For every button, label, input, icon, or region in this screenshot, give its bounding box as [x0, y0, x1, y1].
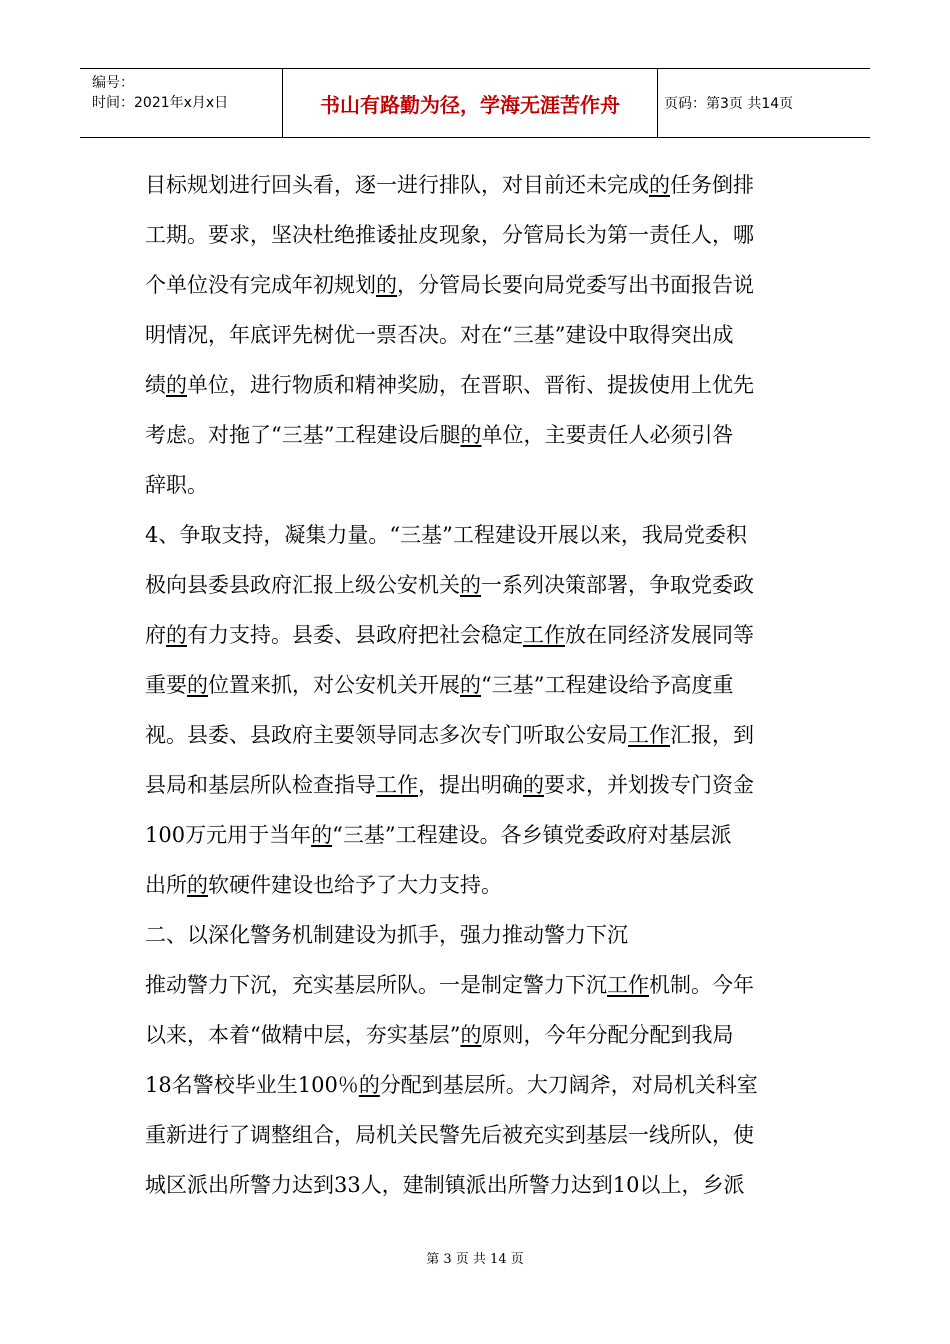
text-line: [145, 360, 805, 410]
page-footer: 第 3 页 共 14 页: [426, 1252, 524, 1267]
underlined-segment: 的: [460, 573, 481, 597]
text-segment: 一系列决策部署，争取党委政: [481, 573, 754, 597]
text-segment: 明情况，年底评先树优一票否决。对在“三基”建设中取得突出成: [145, 323, 734, 347]
text-segment: 单位，进行物质和精神奖励，在晋职、晋衔、提拔使用上优先: [187, 373, 754, 397]
text-line: [145, 810, 805, 860]
text-segment: 目标规划进行回头看，逐一进行排队，对目前还未完成: [145, 173, 649, 197]
text-line: [145, 860, 805, 910]
text-line: [145, 310, 805, 360]
underlined-segment: 的: [523, 773, 544, 797]
underlined-segment: 工作: [607, 973, 649, 997]
text-segment: 辞职。: [145, 473, 208, 497]
page-label: 页码：第3页 共14页: [664, 96, 794, 112]
text-segment: “三基”工程建设给予高度重: [481, 673, 734, 697]
text-segment: 机制。今年: [649, 973, 754, 997]
text-segment: 单位，主要责任人必须引咎: [481, 423, 734, 447]
text-segment: 工期。要求，坚决杜绝推诿扯皮现象，分管局长为第一责任人，哪: [145, 223, 754, 247]
text-line: [145, 260, 805, 310]
text-segment: 县局和基层所队检查指导: [145, 773, 376, 797]
text-segment: “三基”工程建设。各乡镇党委政府对基层派: [332, 823, 732, 847]
text-line: [145, 660, 805, 710]
text-segment: 考虑。对拖了“三基”工程建设后腿: [145, 423, 461, 447]
underlined-segment: 的: [376, 273, 397, 297]
text-line: [145, 560, 805, 610]
text-segment: ，分管局长要向局党委写出书面报告说: [397, 273, 754, 297]
underlined-segment: 的: [460, 673, 481, 697]
text-segment: 视。县委、县政府主要领导同志多次专门听取公安局: [145, 723, 628, 747]
text-line: [145, 960, 805, 1010]
text-line: [145, 910, 805, 960]
text-line: [145, 410, 805, 460]
underlined-segment: 的: [311, 823, 333, 847]
underlined-segment: 的: [358, 1073, 380, 1097]
underlined-segment: 的: [460, 423, 482, 447]
text-segment: 推动警力下沉，充实基层所队。一是制定警力下沉: [145, 973, 607, 997]
text-segment: 原则，今年分配分配到我局: [481, 1023, 734, 1047]
text-segment: 府: [145, 623, 166, 647]
text-segment: 重要: [145, 673, 187, 697]
text-line: [145, 610, 805, 660]
header-meta: [80, 69, 283, 137]
text-line: [145, 760, 805, 810]
text-segment: 以来，本着“做精中层，夯实基层”: [145, 1023, 461, 1047]
text-segment: 城区派出所警力达到33人，建制镇派出所警力达到10以上，乡派: [145, 1173, 745, 1197]
underlined-segment: 的: [187, 873, 208, 897]
text-line: [145, 1010, 805, 1060]
text-segment: 软硬件建设也给予了大力支持。: [208, 873, 502, 897]
underlined-segment: 的: [166, 623, 187, 647]
document-body: [145, 160, 805, 1210]
underlined-segment: 的: [460, 1023, 482, 1047]
text-segment: 出所: [145, 873, 187, 897]
underlined-segment: 工作: [523, 623, 565, 647]
text-segment: 要求，并划拨专门资金: [544, 773, 754, 797]
underlined-segment: 工作: [376, 773, 418, 797]
underlined-segment: 的: [166, 373, 187, 397]
underlined-segment: 的: [649, 173, 670, 197]
text-line: [145, 160, 805, 210]
text-segment: 极向县委县政府汇报上级公安机关: [145, 573, 460, 597]
text-line: [145, 210, 805, 260]
text-line: [145, 1110, 805, 1160]
underlined-segment: 的: [187, 673, 208, 697]
text-segment: 位置来抓，对公安机关开展: [208, 673, 460, 697]
text-segment: 汇报，到: [670, 723, 754, 747]
text-segment: 18名警校毕业生100％: [145, 1073, 359, 1097]
text-segment: 个单位没有完成年初规划: [145, 273, 376, 297]
text-segment: 任务倒排: [670, 173, 754, 197]
text-line: [145, 1060, 805, 1110]
text-segment: 二、以深化警务机制建设为抓手，强力推动警力下沉: [145, 923, 628, 947]
text-segment: ，提出明确: [418, 773, 523, 797]
text-segment: 放在同经济发展同等: [565, 623, 754, 647]
text-segment: 4、争取支持，凝集力量。“三基”工程建设开展以来，我局党委积: [145, 523, 747, 547]
header-motto: 书山有路勤为径，学海无涯苦作舟: [283, 69, 658, 137]
page-header: [80, 68, 870, 138]
text-line: [145, 1160, 805, 1210]
text-segment: 有力支持。县委、县政府把社会稳定: [187, 623, 523, 647]
text-line: [145, 710, 805, 760]
text-segment: 重新进行了调整组合，局机关民警先后被充实到基层一线所队，使: [145, 1123, 754, 1147]
text-segment: 100万元用于当年: [145, 823, 312, 847]
text-line: [145, 510, 805, 560]
text-segment: 分配到基层所。大刀阔斧，对局机关科室: [379, 1073, 758, 1097]
header-page-info: [658, 69, 870, 137]
underlined-segment: 工作: [628, 723, 670, 747]
text-line: [145, 460, 805, 510]
serial-label: 编号：: [92, 75, 134, 91]
time-label: 时间：2021年x月x日: [92, 95, 229, 111]
text-segment: 绩: [145, 373, 166, 397]
